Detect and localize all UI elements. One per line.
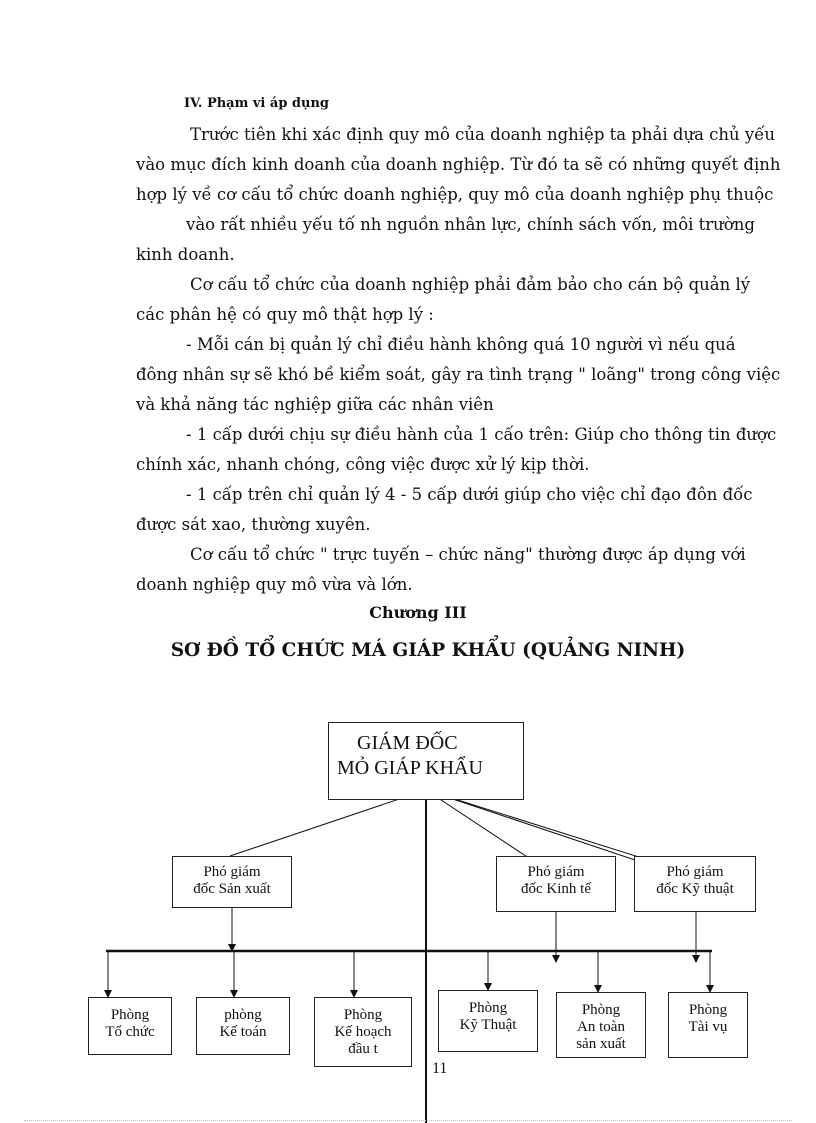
dept-safety-line-1: Phòng [581,1002,621,1018]
dept-technical-line-2: Kỹ Thuật [459,1017,517,1033]
text-line: - Mỗi cán bị quản lý chỉ điều hành không quá 10 người vì nếu quá [186,335,736,354]
dept-finance-line-2: Tài vụ [688,1019,728,1035]
dept-organization-line-1: Phòng [110,1007,150,1023]
dept-planning-line-3: đầu t [348,1041,378,1057]
text-line: vào mục đích kinh doanh của doanh nghiệp. Từ đó ta sẽ có những quyết định [136,155,781,174]
deputy-economic-line-2: đốc Kinh tế [521,881,591,897]
deputy-production-line-1: Phó giám [203,864,261,880]
section-heading: IV. Phạm vi áp dụng [184,96,330,111]
dept-safety-line-3: sản xuất [576,1036,626,1052]
text-line: - 1 cấp trên chỉ quản lý 4 - 5 cấp dưới giúp cho việc chỉ đạo đôn đốc [186,485,753,504]
text-line: Cơ cấu tổ chức của doanh nghiệp phải đảm bảo cho cán bộ quản lý [190,275,751,294]
text-line: Trước tiên khi xác định quy mô của doanh nghiệp ta phải dựa chủ yếu [190,125,775,144]
director-line-1: GIÁM ĐỐC [357,732,458,754]
deputy-technical-line-1: Phó giám [666,864,724,880]
deputy-production-box [172,856,292,908]
dept-planning-line-2: Kế hoạch [334,1024,392,1040]
text-line: đông nhân sự sẽ khó bề kiểm soát, gây ra tình trạng " loãng" trong công việc [136,365,781,384]
dept-safety-line-2: An toàn [577,1019,625,1035]
deputy-economic-line-1: Phó giám [527,864,585,880]
diagram-title: SƠ ĐỒ TỔ CHỨC MÁ GIÁP KHẨU (QUẢNG NINH) [170,640,686,661]
deputy-economic-box [496,856,616,912]
director-line-2: MỎ GIÁP KHẨU [337,757,483,779]
text-line: hợp lý về cơ cấu tổ chức doanh nghiệp, quy mô của doanh nghiệp phụ thuộc [136,185,774,204]
text-line: doanh nghiệp quy mô vừa và lớn. [136,575,413,594]
deputy-technical-box [634,856,756,912]
text-line: và khả năng tác nghiệp giữa các nhân viên [136,395,494,414]
dept-planning-line-1: Phòng [343,1007,383,1023]
dept-organization-line-2: Tổ chức [105,1024,155,1040]
text-line: kinh doanh. [136,245,235,264]
dept-accounting-line-1: phòng [224,1007,262,1023]
dept-accounting-box [196,997,290,1055]
text-line: vào rất nhiều yếu tố nh nguồn nhân lực, chính sách vốn, môi trường [186,215,755,234]
chapter-label: Chương III [369,603,467,622]
text-line: các phân hệ có quy mô thật hợp lý : [136,305,434,324]
dept-accounting-line-2: Kế toán [219,1024,267,1040]
text-line: - 1 cấp dưới chịu sự điều hành của 1 cấo trên: Giúp cho thông tin được [186,425,777,444]
deputy-technical-line-2: đốc Kỹ thuật [656,881,734,897]
text-line: Cơ cấu tổ chức " trực tuyến – chức năng" thường được áp dụng với [190,545,746,564]
deputy-production-line-2: đốc Sản xuất [193,881,271,897]
dept-technical-box [438,990,538,1052]
text-line: được sát xao, thường xuyên. [136,515,371,534]
director-box [328,722,524,800]
connector-director-economic-b [426,790,635,860]
footer-divider [24,1120,792,1121]
dept-finance-box [668,992,748,1058]
dept-technical-line-1: Phòng [468,1000,508,1016]
page-number: 11 [432,1060,448,1077]
dept-organization-box [88,997,172,1055]
dept-finance-line-1: Phòng [688,1002,728,1018]
dept-planning-box [314,997,412,1067]
dept-safety-box [556,992,646,1058]
text-line: chính xác, nhanh chóng, công việc được xử lý kịp thời. [136,455,590,474]
